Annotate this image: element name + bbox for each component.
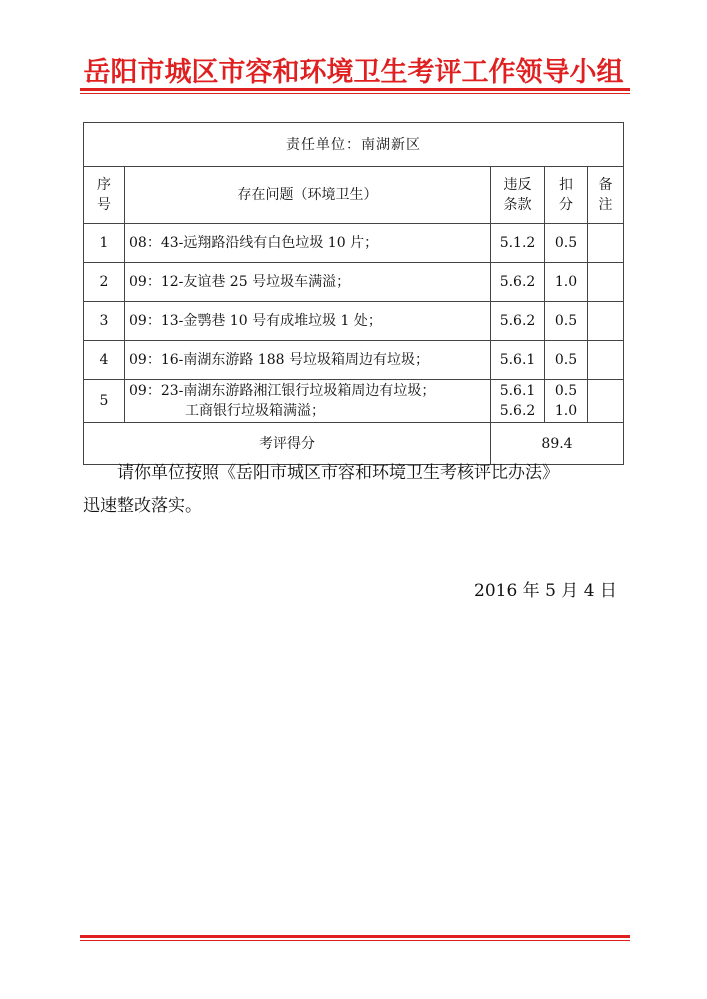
table-row — [84, 302, 624, 341]
inspection-table — [83, 122, 624, 465]
row-clause: 5.6.2 — [491, 263, 545, 302]
row-seq: 4 — [84, 341, 125, 380]
footer-rule-thin — [80, 940, 630, 941]
row-deduct-line1: 0.5 — [554, 383, 578, 399]
header-clause-line1: 违反 — [503, 177, 532, 193]
row-clause: 5.6.2 — [491, 302, 545, 341]
header-deduct-line2: 分 — [559, 197, 573, 213]
unit-row — [84, 123, 624, 167]
row-seq: 3 — [84, 302, 125, 341]
header-remark-line2: 注 — [598, 197, 613, 213]
header-seq-line2: 号 — [97, 197, 111, 213]
row-issue: 08：43-远翔路沿线有白色垃圾 10 片； — [125, 224, 491, 263]
table-header-row — [84, 167, 624, 224]
row-clause: 5.1.2 — [491, 224, 545, 263]
header-remark-line1: 备 — [598, 177, 613, 193]
header-remark — [588, 167, 624, 224]
table-row — [84, 380, 624, 423]
document-date: 2016 年 5 月 4 日 — [474, 581, 617, 601]
unit-name: 南湖新区 — [361, 136, 421, 153]
table-row — [84, 263, 624, 302]
table-row — [84, 341, 624, 380]
row-issue-line1: 09：23-南湖东游路湘江银行垃圾箱周边有垃圾； — [129, 383, 436, 399]
row-remark — [588, 263, 624, 302]
row-deduct: 0.5 — [545, 341, 588, 380]
row-deduct-line2: 1.0 — [554, 403, 578, 419]
score-value: 89.4 — [491, 423, 624, 465]
paragraph-line2: 迅速整改落实。 — [83, 496, 202, 516]
row-clause — [491, 380, 545, 423]
row-remark — [588, 380, 624, 423]
row-clause-line2: 5.6.2 — [499, 403, 536, 419]
row-remark — [588, 302, 624, 341]
header-seq — [84, 167, 125, 224]
header-seq-line1: 序 — [97, 177, 111, 193]
row-deduct: 0.5 — [545, 224, 588, 263]
unit-label: 责任单位： — [286, 136, 361, 153]
instruction-paragraph — [83, 457, 628, 523]
header-deduct — [545, 167, 588, 224]
row-deduct: 1.0 — [545, 263, 588, 302]
header-issue: 存在问题（环境卫生） — [125, 167, 491, 224]
row-seq: 5 — [84, 380, 125, 423]
table-row — [84, 224, 624, 263]
row-clause: 5.6.1 — [491, 341, 545, 380]
row-issue: 09：13-金鹗巷 10 号有成堆垃圾 1 处； — [125, 302, 491, 341]
row-deduct: 0.5 — [545, 302, 588, 341]
score-label: 考评得分 — [84, 423, 491, 465]
row-issue: 09：16-南湖东游路 188 号垃圾箱周边有垃圾； — [125, 341, 491, 380]
header-rule-thick — [80, 88, 630, 91]
header-clause — [491, 167, 545, 224]
unit-cell — [84, 123, 624, 167]
footer-rule-thick — [80, 935, 630, 938]
row-seq: 2 — [84, 263, 125, 302]
row-remark — [588, 224, 624, 263]
header-clause-line2: 条款 — [503, 197, 532, 213]
row-clause-line1: 5.6.1 — [499, 383, 536, 399]
row-seq: 1 — [84, 224, 125, 263]
paragraph-line1: 请你单位按照《岳阳市城区市容和环境卫生考核评比办法》 — [117, 463, 559, 483]
row-remark — [588, 341, 624, 380]
row-issue — [125, 380, 491, 423]
row-issue-line2: 工商银行垃圾箱满溢； — [185, 403, 325, 419]
document-title: 岳阳市城区市容和环境卫生考评工作领导小组 — [83, 57, 624, 88]
header-deduct-line1: 扣 — [559, 177, 573, 193]
row-issue: 09：12-友谊巷 25 号垃圾车满溢； — [125, 263, 491, 302]
header-rule-thin — [80, 93, 630, 94]
row-deduct — [545, 380, 588, 423]
